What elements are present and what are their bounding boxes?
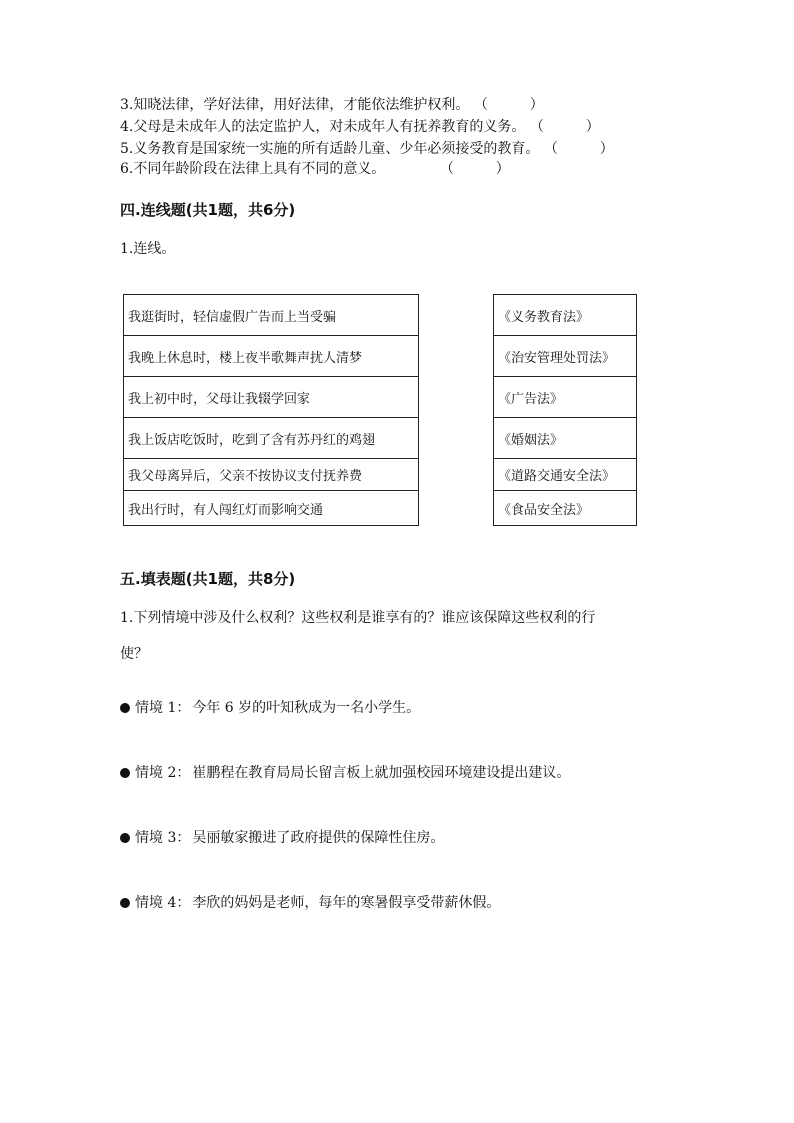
match-right-item[interactable]: 《食品安全法》	[494, 491, 637, 526]
bullet-icon	[120, 768, 130, 778]
answer-blank: （ ）	[543, 141, 614, 157]
match-right-item[interactable]: 《道路交通安全法》	[494, 459, 637, 491]
scenario-label: 情境 3：	[135, 830, 191, 846]
scenario-4	[120, 893, 500, 913]
scenario-text: 李欣的妈妈是老师，每年的寒暑假享受带薪休假。	[192, 895, 501, 911]
matching-right-column	[493, 294, 637, 526]
scenario-3	[120, 828, 444, 848]
section5-question-line1: 1.下列情境中涉及什么权利？这些权利是谁享有的？谁应该保障这些权利的行	[120, 610, 596, 626]
match-left-item[interactable]: 我父母离异后，父亲不按协议支付抚养费	[124, 459, 419, 491]
answer-blank: （ ）	[529, 119, 600, 135]
answer-blank: （ ）	[439, 161, 510, 177]
section5-question-line2: 使？	[120, 646, 148, 662]
section4-question: 1.连线。	[120, 241, 176, 257]
match-left-item[interactable]: 我逛街时，轻信虚假广告而上当受骗	[124, 295, 419, 336]
match-right-item[interactable]: 《广告法》	[494, 377, 637, 418]
match-left-item[interactable]: 我出行时，有人闯红灯而影响交通	[124, 491, 419, 526]
bullet-icon	[120, 833, 130, 843]
tf-item-4	[120, 117, 600, 137]
tf-item-6	[120, 159, 510, 179]
section4-heading: 四.连线题(共1题，共6分)	[120, 201, 296, 219]
match-left-item[interactable]: 我上饭店吃饭时，吃到了含有苏丹红的鸡翅	[124, 418, 419, 459]
match-left-item[interactable]: 我上初中时，父母让我辍学回家	[124, 377, 419, 418]
scenario-label: 情境 2：	[135, 765, 191, 781]
scenario-text: 吴丽敏家搬进了政府提供的保障性住房。	[192, 830, 445, 846]
matching-left-column	[123, 294, 419, 526]
tf-item-5	[120, 139, 614, 159]
scenario-label: 情境 4：	[135, 895, 191, 911]
tf-item-text: 4.父母是未成年人的法定监护人，对未成年人有抚养教育的义务。	[120, 119, 526, 135]
tf-item-text: 5.义务教育是国家统一实施的所有适龄儿童、少年必须接受的教育。	[120, 141, 540, 157]
tf-item-text: 6.不同年龄阶段在法律上具有不同的意义。	[120, 161, 386, 177]
bullet-icon	[120, 703, 130, 713]
scenario-text: 今年 6 岁的叶知秋成为一名小学生。	[192, 700, 421, 716]
match-left-item[interactable]: 我晚上休息时，楼上夜半歌舞声扰人清梦	[124, 336, 419, 377]
bullet-icon	[120, 898, 130, 908]
answer-blank: （ ）	[473, 97, 544, 113]
tf-item-text: 3.知晓法律，学好法律，用好法律，才能依法维护权利。	[120, 97, 470, 113]
scenario-1	[120, 698, 420, 718]
match-right-item[interactable]: 《治安管理处罚法》	[494, 336, 637, 377]
scenario-text: 崔鹏程在教育局局长留言板上就加强校园环境建设提出建议。	[192, 765, 571, 781]
match-right-item[interactable]: 《婚姻法》	[494, 418, 637, 459]
scenario-2	[120, 763, 570, 783]
scenario-label: 情境 1：	[135, 700, 191, 716]
section5-heading: 五.填表题(共1题，共8分)	[120, 570, 296, 588]
tf-item-3	[120, 95, 544, 115]
match-right-item[interactable]: 《义务教育法》	[494, 295, 637, 336]
